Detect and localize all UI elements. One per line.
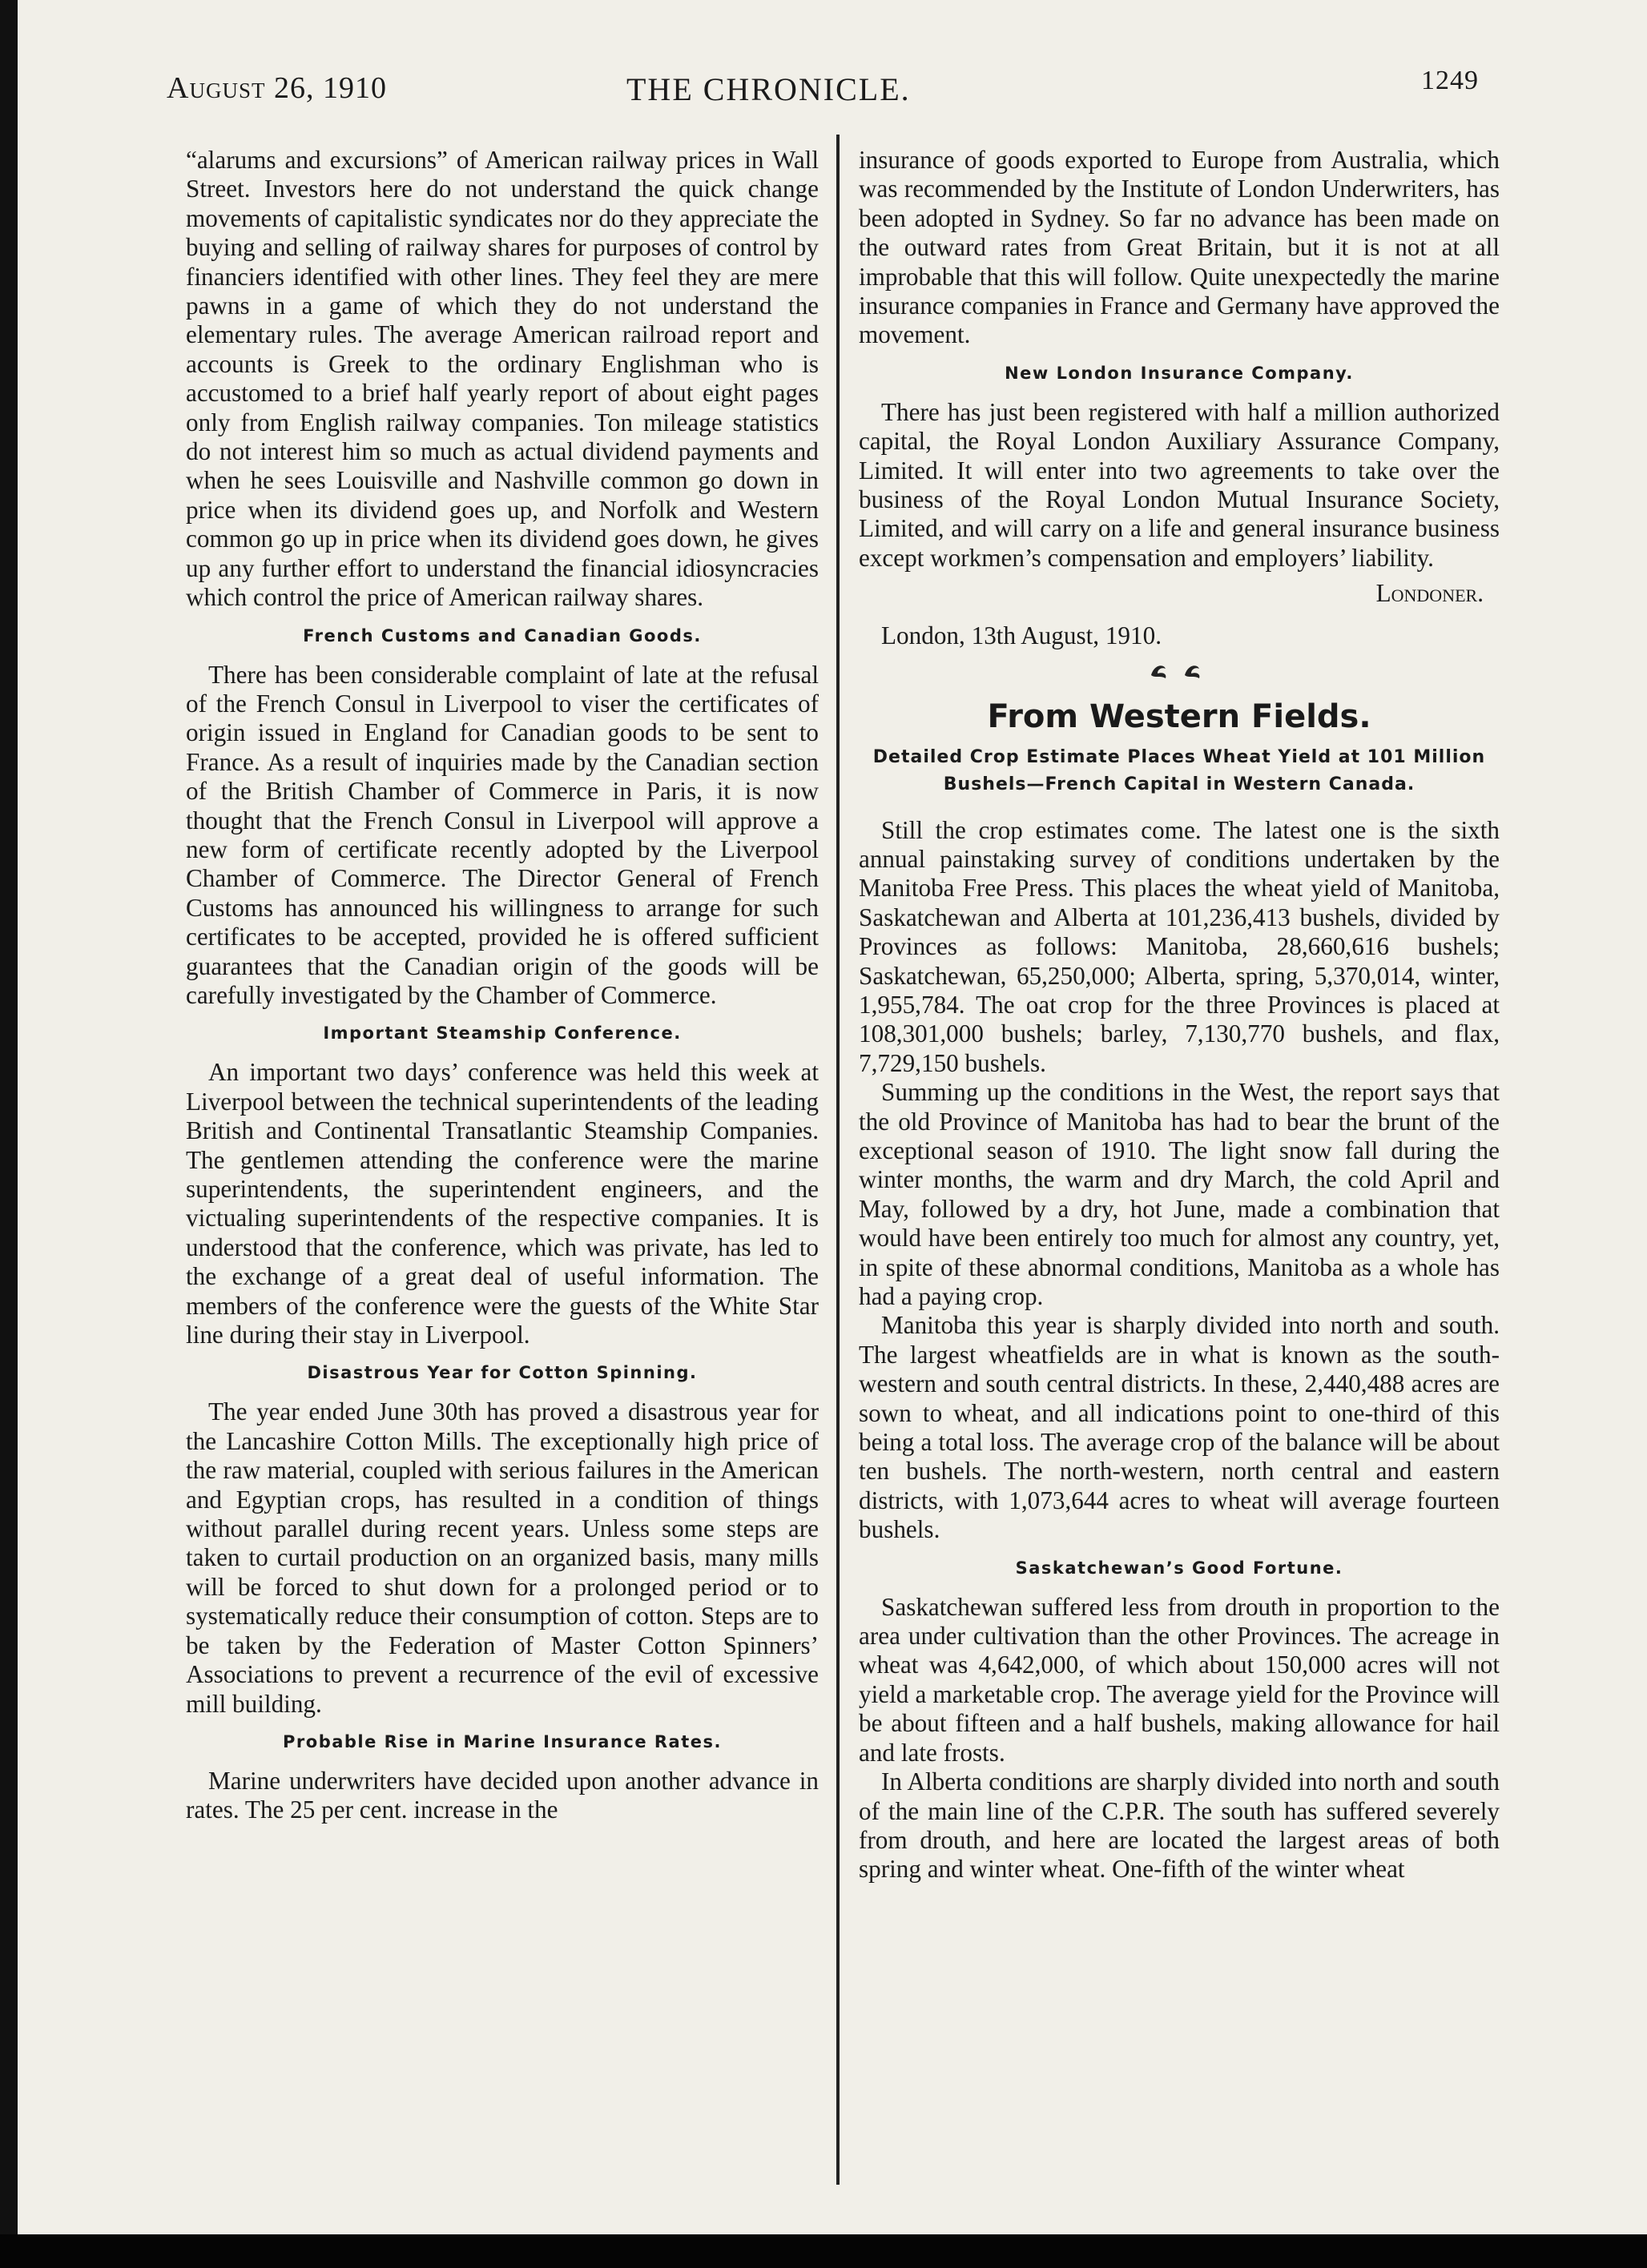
newspaper-page	[18, 0, 1647, 2234]
fleuron-icon	[1143, 657, 1215, 682]
paragraph-crop-conditions: Summing up the conditions in the West, the report says that the old Province of Manitoba has had to bear the brunt of the exceptional season of 1910. The light snow fall during the winter months, the warm and dry March, the cold April and May, followed by a dry, hot June, made a combination that would have been entirely too much for almost any country, yet, in spite of these abnormal conditions, Manitoba as a whole has had a paying crop.	[859, 1078, 1500, 1310]
subhead-french-customs: French Customs and Canadian Goods.	[303, 625, 702, 645]
header-title: THE CHRONICLE.	[626, 71, 911, 107]
dateline: London, 13th August, 1910.	[881, 621, 1162, 649]
ornament-divider	[859, 653, 1500, 682]
headline-western-fields: From Western Fields.	[987, 698, 1371, 735]
page-number: 1249	[1421, 66, 1479, 95]
paragraph-french-customs: There has been considerable complaint of late at the refusal of the French Consul in Liverpool to viser the certificates of origin issued in England for Canadian goods to be sent to France. As a result of inquiries made by the Canadian section of the British Chamber of Commerce in Paris, it is now thought that the French Consul in Liverpool will approve a new form of certificate recently adopted by the Liverpool Chamber of Commerce. The Director General of French Customs has announced his willingness to arrange for such certificates to be accepted, provided he is offered sufficient guarantees that the Canadian origin of the goods will be carefully investigated by the Chamber of Commerce.	[186, 660, 819, 1009]
paragraph-new-london-insurance: There has just been registered with half a million authorized capital, the Royal London Auxiliary Assurance Company, Limited. It will enter into two agreements to take over the business of the Royal London Mutual Insurance Society, Limited, and will carry on a life and general insurance business except workmen’s compensation and employers’ liability.	[859, 397, 1500, 572]
paragraph-alberta: In Alberta conditions are sharply divided into north and south of the main line of the C.P.R. The south has suffered severely from drouth, and here are located the largest areas of both spring and winter wheat. One-fifth of the winter wheat	[859, 1767, 1500, 1884]
headline-deck: Detailed Crop Estimate Places Wheat Yield at 101 Million Bushels—French Capital in Western Canada.	[872, 746, 1486, 794]
paragraph-marine-continued: insurance of goods exported to Europe from Australia, which was recommended by the Institute of London Underwriters, has been adopted in Sydney. So far no advance has been made on the outward rates from Great Britain, but it is not at all improbable that this will follow. Quite unexpectedly the marine insurance companies in France and Germany have approved the movement.	[859, 146, 1500, 349]
left-column	[186, 146, 819, 1825]
paragraph-manitoba: Manitoba this year is sharply divided into north and south. The largest wheatfields are in what is known as the south-western and south central districts. In these, 2,440,488 acres are sown to wheat, and all indications point to one-third of this being a total loss. The average crop of the balance will be about ten bushels. The north-western, north central and eastern districts, with 1,073,644 acres to wheat will average fourteen bushels.	[859, 1311, 1500, 1544]
subhead-new-london-insurance: New London Insurance Company.	[1005, 363, 1354, 383]
subhead-steamship-conference: Important Steamship Conference.	[323, 1023, 682, 1044]
correspondent-signature: Londoner.	[1375, 579, 1484, 608]
right-column	[859, 146, 1500, 1884]
column-rule	[836, 135, 840, 2185]
paragraph-cotton-spinning: The year ended June 30th has proved a disastrous year for the Lancashire Cotton Mills. The exceptionally high price of the raw material, coupled with serious failures in the American and Egyptian crops, has resulted in a condition of things without parallel during recent years. Unless some steps are taken to curtail production on an organized basis, many mills will be forced to shut down for a prolonged period or to systematically reduce their consumption of cotton. Steps are to be taken by the Federation of Master Cotton Spinners’ Associations to prevent a recurrence of the evil of excessive mill building.	[186, 1397, 819, 1718]
paragraph-saskatchewan: Saskatchewan suffered less from drouth in proportion to the area under cultivation than the other Provinces. The acreage in wheat was 4,642,000, of which about 150,000 acres will not yield a marketable crop. The average yield for the Province will be about fifteen and a half bushels, making allowance for hail and late frosts.	[859, 1592, 1500, 1767]
header-date: August 26, 1910	[167, 71, 387, 105]
paragraph-marine-insurance: Marine underwriters have decided upon another advance in rates. The 25 per cent. increase in the	[186, 1766, 819, 1824]
scan-bottom-edge	[0, 2234, 1647, 2268]
subhead-marine-insurance: Probable Rise in Marine Insurance Rates.	[283, 1731, 722, 1751]
paragraph-crop-estimates: Still the crop estimates come. The latest one is the sixth annual painstaking survey of conditions undertaken by the Manitoba Free Press. This places the wheat yield of Manitoba, Saskatchewan and Alberta at 101,236,413 bushels, divided by Provinces as follows: Manitoba, 28,660,616 bushels; Saskatchewan, 65,250,000; Alberta, spring, 5,370,014, winter, 1,955,784. The oat crop for the three Provinces is placed at 108,301,000 bushels; barley, 7,130,770 bushels, and flax, 7,729,150 bushels.	[859, 815, 1500, 1077]
subhead-saskatchewan: Saskatchewan’s Good Fortune.	[1015, 1558, 1343, 1578]
subhead-cotton-spinning: Disastrous Year for Cotton Spinning.	[307, 1363, 698, 1383]
scan-left-edge	[0, 0, 18, 2268]
paragraph-steamship-conference: An important two days’ conference was held this week at Liverpool between the technical superintendents of the leading British and Continental Transatlantic Steamship Companies. The gentlemen attending the conference were the marine superintendents, the superintendent engineers, and the victualing superintendents of the respective companies. It is understood that the conference, which was private, has led to the exchange of a great deal of useful information. The members of the conference were the guests of the White Star line during their stay in Liverpool.	[186, 1058, 819, 1349]
paragraph-railway: “alarums and excursions” of American railway prices in Wall Street. Investors here do not understand the quick change movements of capitalistic syndicates nor do they appreciate the buying and selling of railway shares for purposes of control by financiers identified with other lines. They feel they are mere pawns in a game of which they do not understand the elementary rules. The average American railroad report and accounts is Greek to the ordinary Englishman who is accustomed to a brief half yearly report of about eight pages only from English railway companies. Ton mileage statistics do not interest him so much as actual dividend payments and when he sees Louisville and Nashville common go down in price when its dividend goes up, and Norfolk and Western common go up in price when its dividend goes down, he gives up any further effort to understand the financial idiosyncracies which control the price of American railway shares.	[186, 146, 819, 612]
